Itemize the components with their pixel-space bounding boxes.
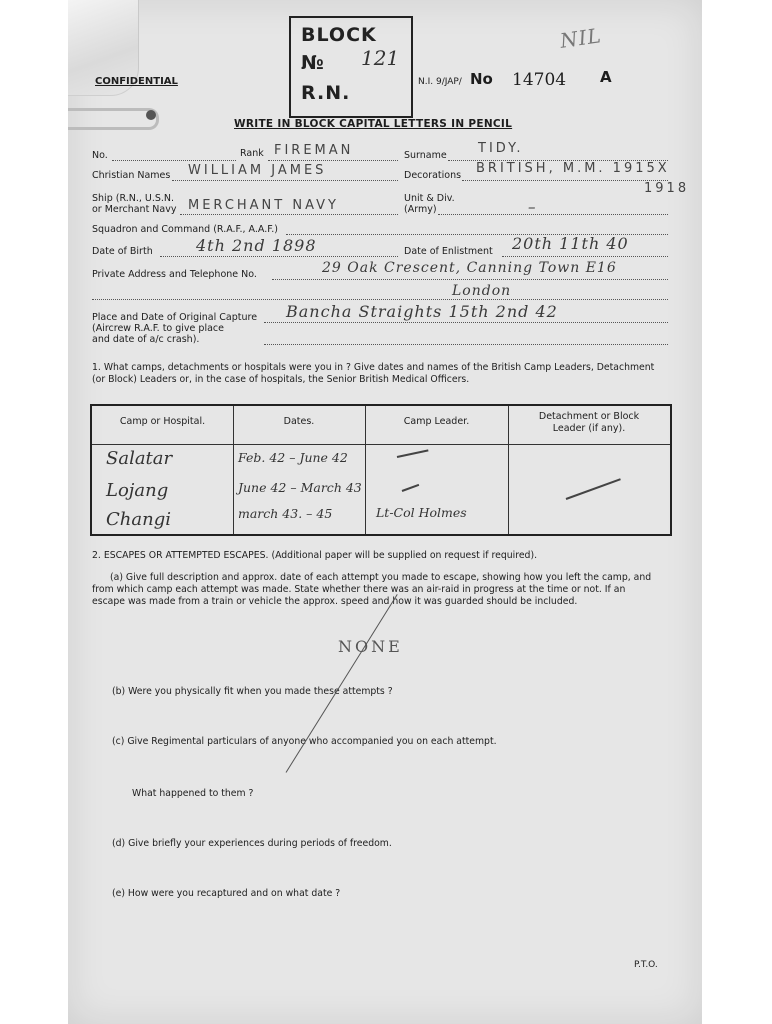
form-reference: N.I. 9/JAP/ (418, 77, 462, 87)
punch-hole (146, 110, 156, 120)
header-detachment-leader-2: Leader (if any). (552, 423, 626, 434)
squadron-label: Squadron and Command (R.A.F., A.A.F.) (92, 224, 278, 235)
q2b-text: (b) Were you physically fit when you made these attempts ? (112, 686, 393, 697)
confidential-label: CONFIDENTIAL (95, 76, 178, 87)
detachment-leader-dash (566, 478, 621, 500)
q2-title: 2. ESCAPES OR ATTEMPTED ESCAPES. (Additional paper will be supplied on request if required). (92, 550, 538, 561)
dob-value: 4th 2nd 1898 (196, 236, 317, 255)
decorations-value: BRITISH, M.M. 1915X (476, 161, 670, 176)
camp-name: Lojang (106, 480, 169, 501)
unit-label-2: (Army) (404, 204, 437, 215)
pto-label: P.T.O. (634, 960, 658, 970)
stamp-rn: R.N. (301, 82, 351, 104)
form-suffix: A (600, 68, 612, 86)
decorations-label: Decorations (404, 170, 462, 181)
enlistment-label: Date of Enlistment (404, 246, 493, 257)
camp-table (90, 404, 672, 536)
christian-names-value: WILLIAM JAMES (188, 163, 327, 178)
enlistment-value: 20th 11th 40 (512, 234, 629, 253)
dob-label: Date of Birth (92, 246, 153, 257)
camp-name: Salatar (106, 448, 173, 469)
christian-names-label: Christian Names (92, 170, 171, 181)
decorations-line (462, 180, 668, 181)
header-camp-leader: Camp Leader. (403, 416, 470, 427)
q2a-line-1: (a) Give full description and approx. date of each attempt you made to escape, showing how you left the camp, and (110, 572, 652, 583)
surname-value: TIDY. (478, 141, 524, 156)
q2e-text: (e) How were you recaptured and on what date ? (112, 888, 341, 899)
no-line (112, 160, 236, 161)
address-line-2 (92, 299, 668, 300)
camp-dates: Feb. 42 – June 42 (238, 450, 348, 465)
stamp-number: 121 (361, 46, 400, 70)
q2a-line-2: from which camp each attempt was made. State whether there was an air-raid in progress at the time or not. If an (92, 584, 626, 595)
ship-label-1: Ship (R.N., U.S.N. (92, 193, 175, 204)
q2c-sub-text: What happened to them ? (132, 788, 254, 799)
unit-line (438, 214, 668, 215)
ship-line (180, 214, 398, 215)
tag-string (68, 108, 159, 130)
capture-label-1: Place and Date of Original Capture (92, 312, 258, 323)
enlistment-line (502, 256, 668, 257)
address-label: Private Address and Telephone No. (92, 269, 257, 280)
capture-value: Bancha Straights 15th 2nd 42 (286, 302, 558, 321)
dob-line (160, 256, 398, 257)
ship-value: MERCHANT NAVY (188, 198, 339, 213)
form-number: 14704 (512, 70, 567, 90)
surname-label: Surname (404, 150, 447, 161)
form-no-label: No (470, 70, 493, 88)
rank-line (268, 160, 398, 161)
camp-leader-dash (402, 484, 420, 492)
unit-value: – (528, 198, 537, 216)
rank-value: FIREMAN (274, 143, 354, 158)
camp-leader-name: Lt-Col Holmes (376, 505, 467, 520)
form-heading: WRITE IN BLOCK CAPITAL LETTERS IN PENCIL (234, 118, 513, 130)
rank-label: Rank (240, 148, 264, 159)
capture-label-2: (Aircrew R.A.F. to give place (92, 323, 224, 334)
camp-dates: march 43. – 45 (238, 506, 333, 521)
nil-annotation: NIL (558, 23, 604, 53)
unit-label-1: Unit & Div. (404, 193, 455, 204)
camp-name: Changi (106, 509, 171, 530)
capture-label-3: and date of a/c crash). (92, 334, 200, 345)
stamp-block: BLOCK (301, 24, 377, 46)
ship-label-2: or Merchant Navy (92, 204, 177, 215)
stamp-number-sign: № (301, 52, 325, 74)
christian-names-line (172, 180, 398, 181)
escape-answer: NONE (338, 637, 403, 656)
camp-leader-dash (397, 449, 429, 458)
capture-line-1 (264, 322, 668, 323)
no-label: No. (92, 150, 108, 161)
header-camp-or-hospital: Camp or Hospital. (119, 416, 206, 427)
q2a-line-3: escape was made from a train or vehicle the approx. speed and how it was guarded should be included. (92, 596, 578, 607)
capture-line-2 (264, 344, 668, 345)
header-detachment-leader-1: Detachment or Block (538, 411, 640, 422)
table-header-rule (92, 444, 670, 445)
block-stamp (289, 16, 413, 118)
header-dates: Dates. (283, 416, 315, 427)
address-value: 29 Oak Crescent, Canning Town E16 (322, 260, 617, 276)
camp-dates: June 42 – March 43 (238, 480, 362, 495)
q2c-text: (c) Give Regimental particulars of anyone who accompanied you on each attempt. (112, 736, 497, 747)
address-value-city: London (452, 283, 512, 299)
q1-text-line-2: (or Block) Leaders or, in the case of hospitals, the Senior British Medical Officers. (92, 374, 470, 385)
q2d-text: (d) Give briefly your experiences during periods of freedom. (112, 838, 392, 849)
q1-text-line-1: 1. What camps, detachments or hospitals were you in ? Give dates and names of the British Camp Leaders, Detachment (92, 362, 655, 373)
address-line-1 (272, 279, 668, 280)
decorations-value-year: 1918 (644, 181, 690, 196)
